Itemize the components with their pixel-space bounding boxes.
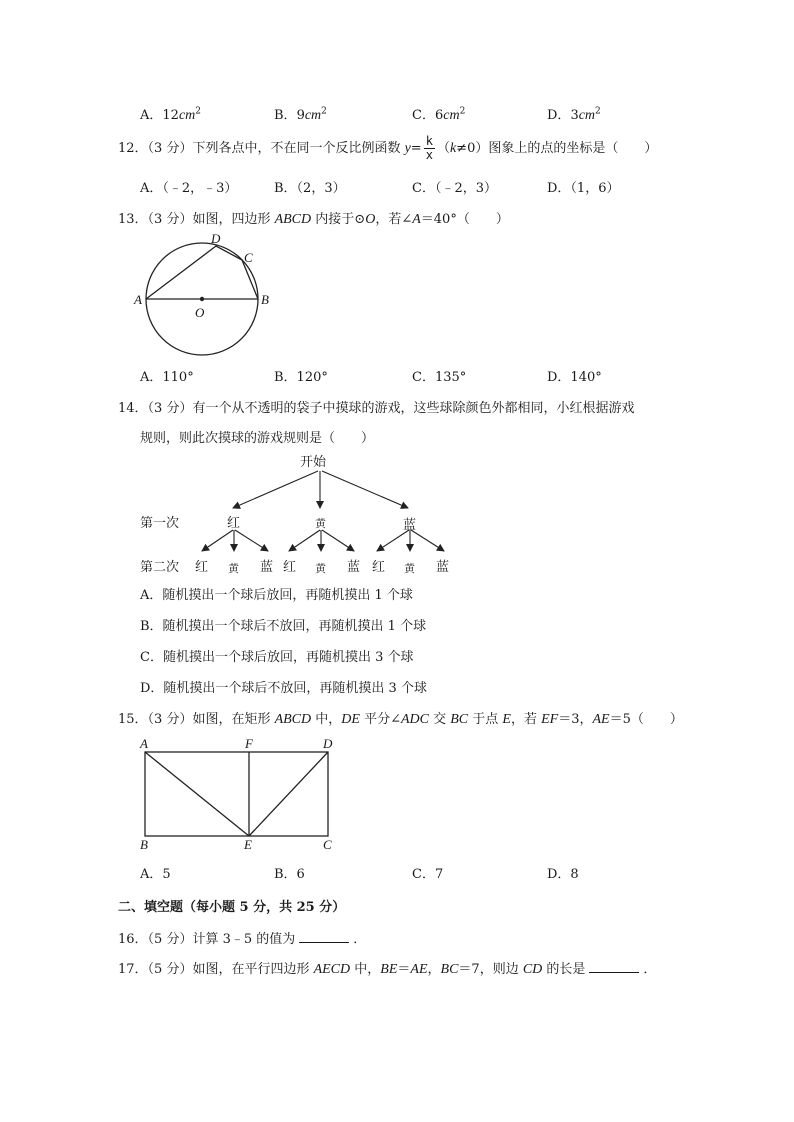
q13-option-d: D．140°	[547, 370, 602, 385]
label-C: C	[244, 250, 253, 265]
segment-ae	[145, 752, 249, 836]
q16-answer-blank[interactable]	[299, 930, 349, 943]
edge-blue-red	[377, 530, 409, 551]
q12-option-b: B．（2，3）	[274, 181, 346, 196]
tree-second-label: 第二次	[140, 560, 180, 575]
q12-fraction: $\frac{k}{x}$	[425, 134, 433, 162]
rectangle-abcd	[145, 752, 328, 836]
q15-option-d: D．8	[547, 867, 579, 882]
edge-red-red	[202, 530, 233, 551]
q14-option-b: B．随机摸出一个球后不放回，再随机摸出 1 个球	[140, 619, 427, 634]
tree-l2-8: 黄	[404, 562, 415, 575]
q15-option-c: C．7	[412, 867, 444, 882]
label-D: D	[211, 231, 221, 246]
edge-start-red	[233, 471, 318, 508]
tree-l2-1: 红	[195, 560, 209, 575]
q11-option-a: A．$12cm^2$	[140, 106, 201, 123]
tree-first-label: 第一次	[140, 516, 180, 531]
label-F: F	[245, 736, 253, 751]
q13-stem: 13．（3 分）如图，四边形 ABCD 内接于⊙O，若∠A＝40°（ ）	[118, 212, 509, 227]
q12-stem: 12．（3 分）下列各点中，不在同一个反比例函数 y= $\frac{k}{x}$ （k≠0）图象上的点的坐标是（ ）	[118, 134, 658, 162]
q14-stem-line2: 规则，则此次摸球的游戏规则是（ ）	[140, 431, 375, 446]
q14-option-a: A．随机摸出一个球后放回，再随机摸出 1 个球	[140, 588, 413, 603]
label-C: C	[323, 837, 332, 852]
q13-option-c: C．135°	[412, 370, 467, 385]
q14-option-c: C．随机摸出一个球后放回，再随机摸出 3 个球	[140, 650, 414, 665]
tree-l2-4: 红	[283, 560, 297, 575]
q15-rectangle-figure	[130, 734, 350, 852]
label-A: A	[134, 292, 142, 307]
tree-l2-2: 黄	[228, 562, 239, 575]
label-A: A	[140, 736, 148, 751]
tree-l2-6: 蓝	[347, 560, 361, 575]
label-O: O	[195, 305, 205, 320]
q15-option-a: A．5	[140, 867, 171, 882]
label-E: E	[244, 837, 252, 852]
segment-de	[249, 752, 328, 836]
tree-l2-9: 蓝	[436, 560, 450, 575]
tree-l2-7: 红	[372, 560, 386, 575]
edge-yellow-blue	[322, 530, 354, 551]
q14-stem-line1: 14．（3 分）有一个从不透明的袋子中摸球的游戏，这些球除颜色外都相同，小红根据游戏	[118, 401, 635, 416]
edge-start-blue	[322, 471, 408, 508]
q17-answer-blank[interactable]	[589, 960, 639, 973]
q12-option-c: C．（﹣2，3）	[412, 181, 497, 196]
q17-stem: 17．（5 分）如图，在平行四边形 AECD 中，BE＝AE，BC＝7，则边 CD 的长是 ．	[118, 962, 657, 977]
tree-l2-5: 黄	[315, 562, 326, 575]
q11-option-d: D．$3cm^2$	[547, 106, 601, 123]
q16-stem: 16．（5 分）计算 3﹣5 的值为 ．	[118, 932, 367, 947]
label-B: B	[261, 292, 269, 307]
q13-option-a: A．110°	[140, 370, 194, 385]
section-2-title: 二、填空题（每小题 5 分，共 25 分）	[118, 900, 346, 915]
tree-l1-yellow: 黄	[315, 517, 326, 530]
q12-option-d: D．（1，6）	[547, 181, 620, 196]
tree-l1-red: 红	[227, 516, 241, 531]
q15-option-b: B．6	[274, 867, 305, 882]
q11-option-b: B．$9cm^2$	[274, 106, 327, 123]
edge-blue-blue	[411, 530, 444, 551]
label-B: B	[140, 837, 148, 852]
q15-stem: 15．（3 分）如图，在矩形 ABCD 中，DE 平分∠ADC 交 BC 于点 E，若 EF＝3，AE＝5（ ）	[118, 712, 683, 727]
label-D: D	[323, 736, 333, 751]
q14-option-d: D．随机摸出一个球后不放回，再随机摸出 3 个球	[140, 681, 427, 696]
tree-l1-blue: 蓝	[403, 518, 417, 533]
tree-l2-3: 蓝	[260, 560, 274, 575]
tree-start: 开始	[300, 455, 327, 470]
q11-option-c: C．$6cm^2$	[412, 106, 466, 123]
edge-yellow-red	[289, 530, 320, 551]
edge-red-blue	[235, 530, 268, 551]
q12-option-a: A．（﹣2，﹣3）	[140, 181, 238, 196]
q13-option-b: B．120°	[274, 370, 328, 385]
